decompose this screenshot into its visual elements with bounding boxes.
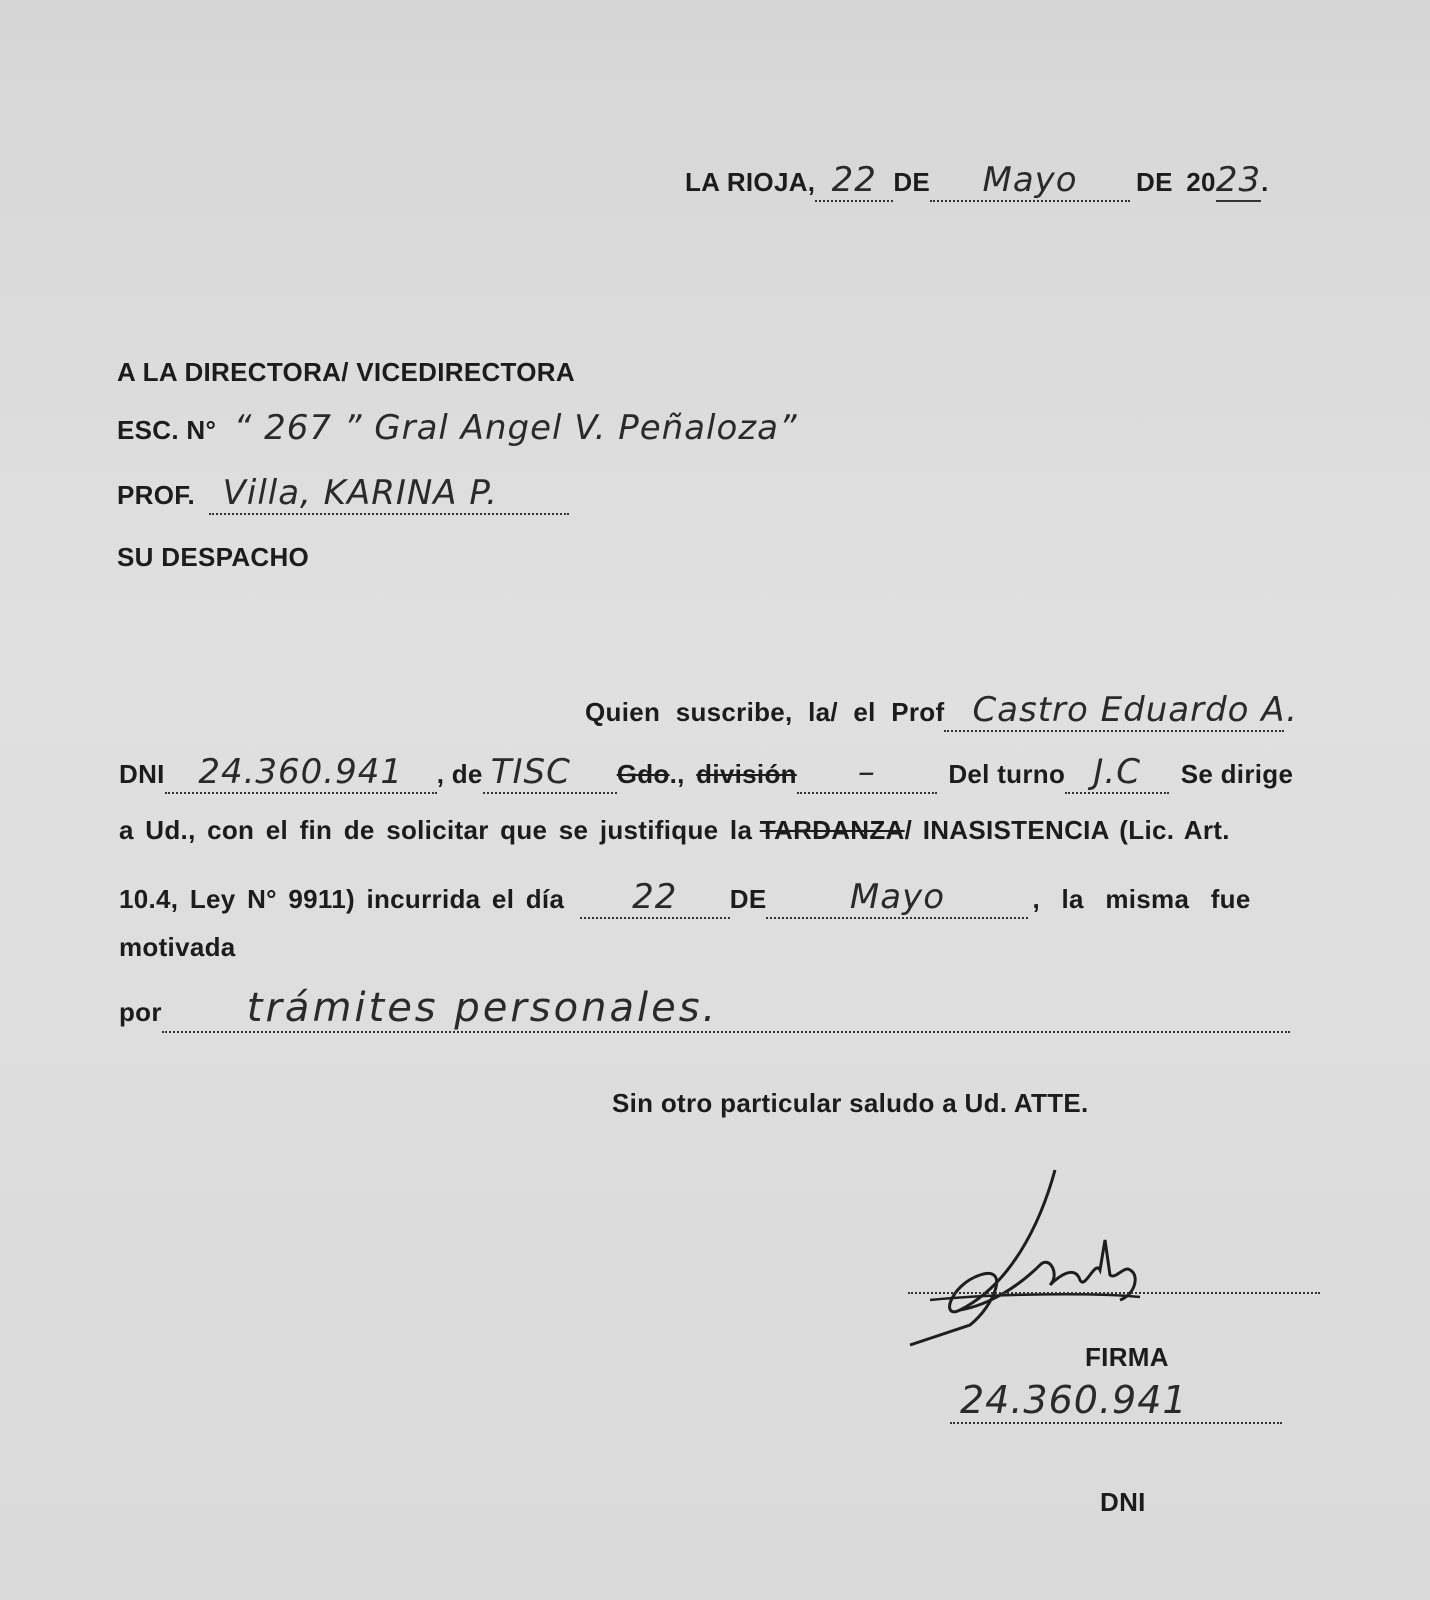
tardanza-struck: TARDANZA [759, 815, 905, 845]
city-label: LA RIOJA, [685, 167, 816, 197]
body-line-1 [585, 690, 1298, 732]
body-line-6 [119, 985, 1290, 1033]
de-label-1: DE [893, 167, 931, 197]
day-value: 22 [831, 160, 877, 200]
addressee-line-1: A LA DIRECTORA/ VICEDIRECTORA [117, 357, 575, 387]
dni-sign-value: 24.360.941 [960, 1378, 1188, 1422]
prof-value: Villa, KARINA P. [222, 473, 498, 513]
dni-label: DNI [119, 759, 165, 789]
intro-text: Quien suscribe, la/ el Prof [585, 697, 945, 727]
body-line-2 [119, 752, 1293, 794]
dni-value: 24.360.941 [198, 752, 404, 792]
line4b-text: , la misma fue [1032, 884, 1251, 914]
month-value: Mayo [982, 160, 1078, 200]
date-line [685, 160, 1269, 202]
por-label: por [119, 997, 162, 1027]
turno-label: Del turno [948, 759, 1066, 789]
line3a-text: a Ud., con el fin de solicitar que se justifique la [119, 815, 753, 845]
body-line-3 [119, 815, 1230, 846]
signature-line [908, 1270, 1320, 1294]
school-label: ESC. N° [117, 415, 217, 445]
firma-label: FIRMA [1085, 1342, 1169, 1372]
dni-sign-line [950, 1378, 1282, 1424]
date-end: . [1261, 167, 1269, 197]
de-value: TISC [490, 752, 571, 792]
turno-value: J.C [1093, 752, 1141, 792]
division-struck: división [696, 759, 797, 789]
body-line-4 [119, 877, 1251, 919]
line4a-text: 10.4, Ley N° 9911) incurrida el día [119, 884, 565, 914]
de-label-3: DE [729, 884, 767, 914]
de-label: , de [436, 759, 483, 789]
signature-image [900, 1165, 1200, 1365]
motivada-text: motivada [119, 932, 236, 962]
gdo-struck: Gdo [616, 759, 670, 789]
mes-value: Mayo [849, 877, 946, 917]
dia-value: 22 [632, 877, 678, 917]
prof-line [117, 473, 569, 515]
prof-name-value: Castro Eduardo A. [972, 690, 1298, 730]
por-value: trámites personales. [246, 985, 719, 1031]
dirige-text: Se dirige [1180, 759, 1294, 789]
closing-text: Sin otro particular saludo a Ud. ATTE. [612, 1088, 1089, 1118]
addressee-line-4: SU DESPACHO [117, 542, 310, 572]
year-suffix: 23 [1215, 160, 1262, 200]
year-prefix: 20 [1186, 167, 1216, 197]
division-value: – [857, 752, 876, 792]
prof-label: PROF. [117, 480, 196, 510]
sep-1: ., [669, 759, 685, 789]
school-line [117, 408, 798, 448]
dni-sign-label: DNI [1100, 1487, 1146, 1517]
school-value: “ 267 ” Gral Angel V. Peñaloza” [233, 408, 798, 448]
line3b-text: / INASISTENCIA (Lic. Art. [904, 815, 1230, 845]
de-label-2: DE [1136, 167, 1173, 197]
